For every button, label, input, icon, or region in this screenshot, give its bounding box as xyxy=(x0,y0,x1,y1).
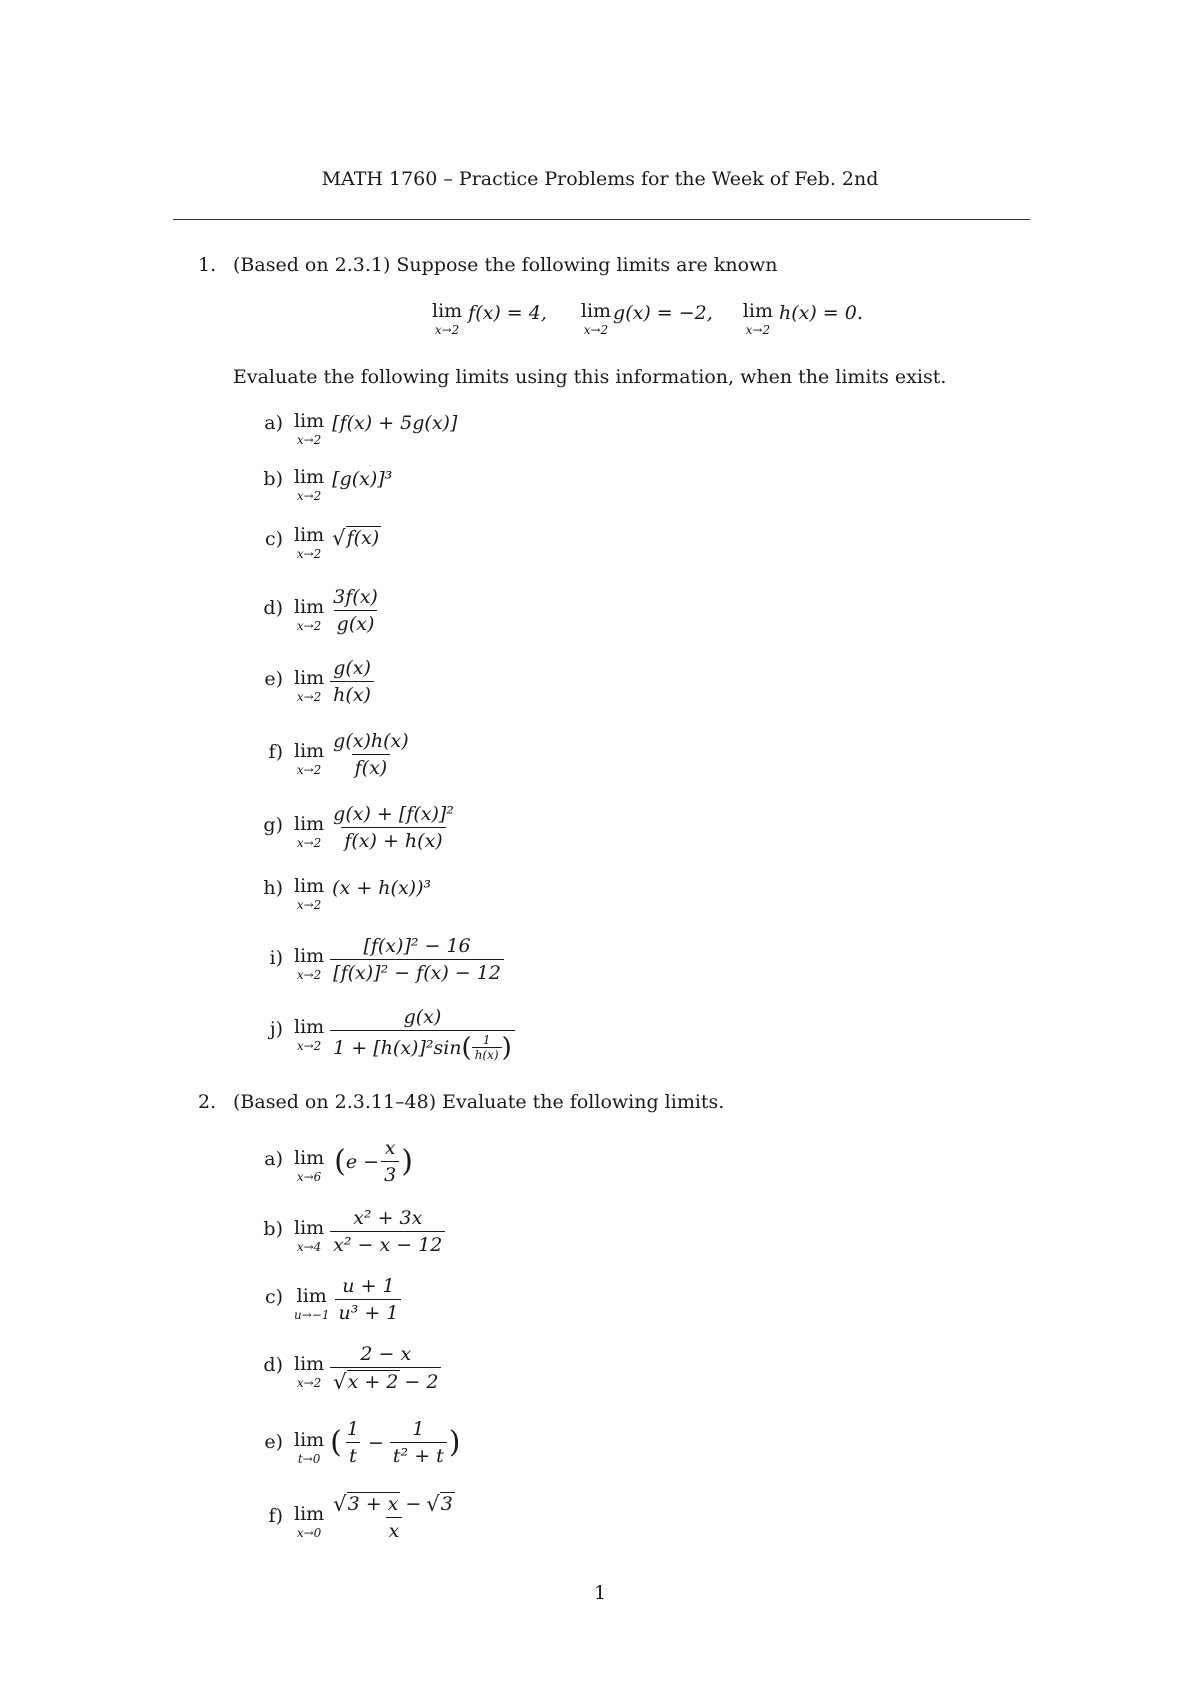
part-label: c) xyxy=(264,1286,283,1308)
problem-2b xyxy=(294,1207,447,1256)
part-label: f) xyxy=(268,1505,283,1527)
limit-operator: lim x→2 xyxy=(294,813,325,850)
limit-operator: lim x→0 xyxy=(294,1503,325,1540)
limit-operator: lim x→2 xyxy=(294,945,325,982)
part-label: f) xyxy=(268,741,283,763)
fraction: $\frac{3f(x)}{g(x)}$ xyxy=(333,586,378,635)
part-label: h) xyxy=(263,877,283,899)
part-label: b) xyxy=(263,468,283,490)
fraction: 2 − x √ x + 2 − 2 xyxy=(330,1343,441,1393)
problem-2-intro: (Based on 2.3.11–48) Evaluate the following limits. xyxy=(233,1091,725,1113)
limit-operator: lim x→2 xyxy=(294,524,325,561)
part-label: c) xyxy=(264,528,283,550)
limit-operator: lim x→2 xyxy=(294,466,325,503)
given-limit-f: lim x→2 xyxy=(432,300,463,337)
part-label: b) xyxy=(263,1218,283,1240)
title-rule xyxy=(173,219,1030,220)
page-number: 1 xyxy=(593,1582,607,1604)
problem-2c xyxy=(294,1275,403,1324)
part-label: e) xyxy=(264,1431,283,1453)
given-expr-h: h(x) = 0. xyxy=(778,302,863,324)
given-expr-g: g(x) = −2, xyxy=(613,302,713,324)
fraction: $\frac{\text{x² + 3x}}{\text{x² − x − 12}}$ xyxy=(330,1207,445,1256)
given-limit-h: lim x→2 xyxy=(742,300,773,337)
limit-operator: lim x→2 xyxy=(294,410,325,447)
part-label: g) xyxy=(263,814,283,836)
fraction: $\frac{\text{g(x) + [f(x)]²}}{f(x) + h(x)}$ xyxy=(333,803,454,852)
given-limits xyxy=(432,302,863,336)
problem-1b xyxy=(294,468,392,502)
given-expr-f: f(x) = 4, xyxy=(468,302,547,324)
problem-2a: lim x→6 ( e − $\frac{x}{3}$ ) xyxy=(294,1137,413,1186)
limit-operator: lim t→0 xyxy=(294,1429,325,1466)
limit-operator: lim x→6 xyxy=(294,1147,325,1184)
fraction: $\frac{u + 1}{\text{u³ + 1}}$ xyxy=(335,1275,401,1324)
limit-expression: [g(x)]³ xyxy=(332,468,393,490)
problem-1-number: 1. xyxy=(198,254,217,276)
part-label: e) xyxy=(264,668,283,690)
problem-1c xyxy=(294,526,381,560)
limit-operator: lim x→2 xyxy=(294,667,325,704)
fraction: $\frac{1}{t}$ xyxy=(346,1418,359,1467)
fraction: $\frac{x}{3}$ xyxy=(381,1137,399,1186)
limit-operator: lim u→−1 xyxy=(294,1285,330,1322)
limit-operator: lim x→2 xyxy=(294,740,325,777)
part-label: d) xyxy=(263,1354,283,1376)
problem-1-intro: (Based on 2.3.1) Suppose the following limits are known xyxy=(233,254,778,276)
fraction: g(x) 1 + [h(x)]²sin ( $\frac{1}{h(x)}$ ) xyxy=(330,1006,515,1062)
limit-operator: lim x→2 xyxy=(294,875,325,912)
part-label: a) xyxy=(264,412,283,434)
square-root: √ f(x) xyxy=(332,525,380,550)
fraction: $\frac{1}{\text{t² + t}}$ xyxy=(390,1418,447,1467)
problem-1i xyxy=(294,935,506,984)
given-limit-g: lim x→2 xyxy=(580,300,612,337)
problem-1d xyxy=(294,586,383,635)
limit-operator: lim x→2 xyxy=(294,596,325,633)
part-label: j) xyxy=(269,1018,283,1040)
fraction: √ 3 + x − √ 3 x xyxy=(333,1491,453,1542)
part-label: d) xyxy=(263,597,283,619)
fraction: $\frac{g(x)}{h(x)}$ xyxy=(330,657,374,706)
problem-1g xyxy=(294,803,459,852)
problem-1h xyxy=(294,877,431,911)
problem-1e xyxy=(294,657,376,706)
fraction: $\frac{\text{[f(x)]² − 16}}{\text{[f(x)]² − f(x) − 12}}$ xyxy=(330,935,504,984)
limit-operator: lim x→4 xyxy=(294,1217,325,1254)
problem-2e: lim t→0 ( $\frac{1}{t}$ − $\frac{1}{\text{t² + t}}$ ) xyxy=(294,1418,461,1467)
fraction: $\frac{g(x)h(x)}{f(x)}$ xyxy=(333,730,409,779)
page-title: MATH 1760 – Practice Problems for the Week of Feb. 2nd xyxy=(321,168,879,190)
limit-expression: (x + h(x))³ xyxy=(332,877,432,899)
limit-expression: [f(x) + 5g(x)] xyxy=(332,412,458,434)
problem-2d xyxy=(294,1343,443,1393)
problem-1a xyxy=(294,412,457,446)
problem-1-instruction: Evaluate the following limits using this information, when the limits exist. xyxy=(233,366,947,388)
problem-2f xyxy=(294,1492,460,1542)
problem-1j xyxy=(294,1006,517,1062)
limit-operator: lim x→2 xyxy=(294,1353,325,1390)
problem-1f xyxy=(294,730,414,779)
limit-operator: lim x→2 xyxy=(294,1016,325,1053)
part-label: i) xyxy=(269,947,283,969)
problem-2-number: 2. xyxy=(198,1091,217,1113)
part-label: a) xyxy=(264,1148,283,1170)
